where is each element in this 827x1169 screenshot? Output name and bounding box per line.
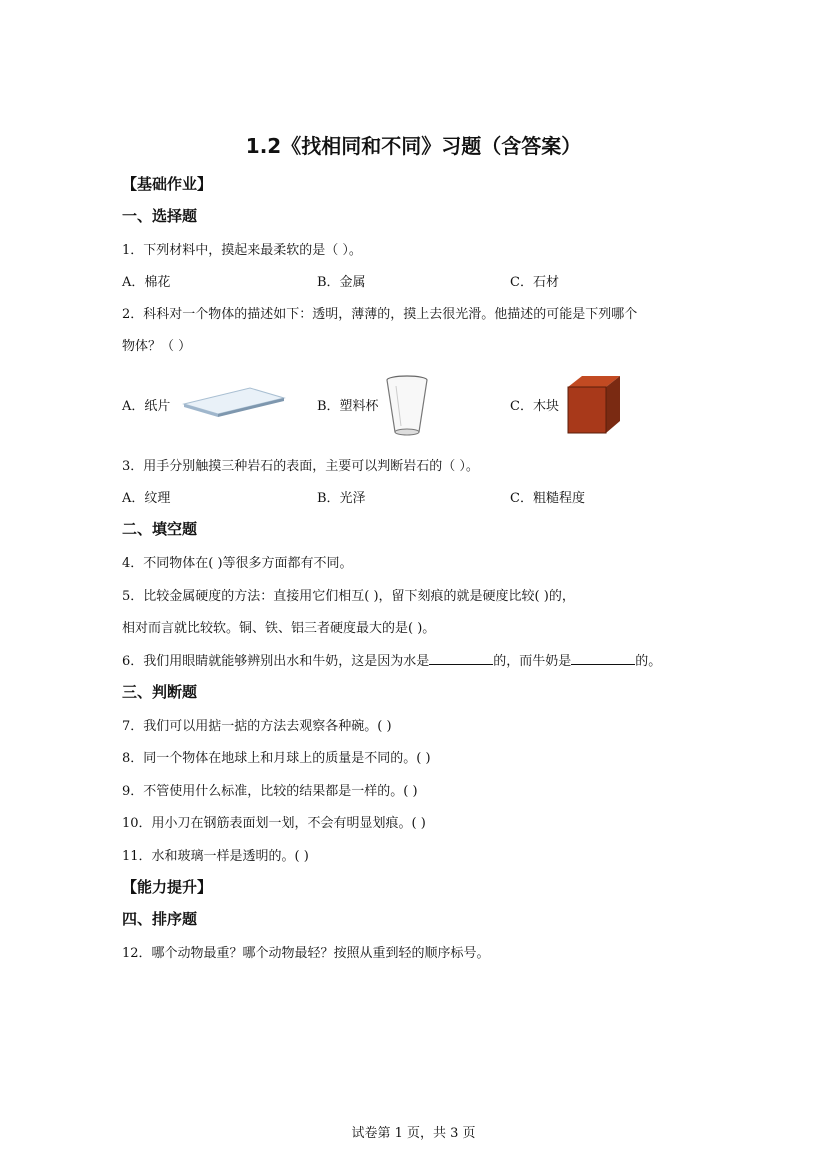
question-2-line-1: 2．科科对一个物体的描述如下：透明，薄薄的，摸上去很光滑。他描述的可能是下列哪个 xyxy=(122,307,638,322)
q3-option-b: B．光泽 xyxy=(317,491,366,506)
question-5-line-2: 相对而言就比较软。铜、铁、铝三者硬度最大的是( )。 xyxy=(122,621,436,636)
section-heading-fill: 二、填空题 xyxy=(122,520,198,538)
q1-option-b: B．金属 xyxy=(317,275,366,290)
part-heading-advanced: 【能力提升】 xyxy=(122,878,213,896)
q2-option-c: C．木块 xyxy=(510,399,559,414)
answer-blank-water xyxy=(429,652,493,665)
question-3: 3．用手分别触摸三种岩石的表面，主要可以判断岩石的（ ）。 xyxy=(122,459,479,474)
wooden-block-image xyxy=(562,373,624,435)
question-6-part-a: 6．我们用眼睛就能够辨别出水和牛奶，这是因为水是 xyxy=(122,654,430,669)
question-9: 9．不管使用什么标准，比较的结果都是一样的。( ) xyxy=(122,784,418,799)
part-heading-basic: 【基础作业】 xyxy=(122,175,213,193)
question-7: 7．我们可以用掂一掂的方法去观察各种碗。( ) xyxy=(122,719,392,734)
question-5-line-1: 5．比较金属硬度的方法：直接用它们相互( )，留下刻痕的就是硬度比较( )的， xyxy=(122,589,575,604)
question-6-part-b: 的，而牛奶是 xyxy=(493,654,572,669)
question-2-line-2: 物体？（ ） xyxy=(122,339,192,354)
question-10: 10．用小刀在钢筋表面划一划，不会有明显划痕。( ) xyxy=(122,816,426,831)
question-8: 8．同一个物体在地球上和月球上的质量是不同的。( ) xyxy=(122,751,431,766)
question-4: 4．不同物体在( )等很多方面都有不同。 xyxy=(122,556,353,571)
question-1: 1．下列材料中，摸起来最柔软的是（ ）。 xyxy=(122,243,362,258)
question-11: 11．水和玻璃一样是透明的。( ) xyxy=(122,849,309,864)
question-6-part-c: 的。 xyxy=(635,654,662,669)
q1-option-c: C．石材 xyxy=(510,275,559,290)
q3-option-c: C．粗糙程度 xyxy=(510,491,585,506)
q2-option-a: A．纸片 xyxy=(122,399,171,414)
section-heading-judgement: 三、判断题 xyxy=(122,683,198,701)
question-12: 12．哪个动物最重？哪个动物最轻？按照从重到轻的顺序标号。 xyxy=(122,946,490,961)
section-heading-choice: 一、选择题 xyxy=(122,207,198,225)
page-title: 1.2《找相同和不同》习题（含答案） xyxy=(245,134,582,158)
paper-sheet-image xyxy=(180,384,286,418)
question-6 xyxy=(122,650,661,669)
section-heading-ordering: 四、排序题 xyxy=(122,910,198,928)
answer-blank-milk xyxy=(571,652,635,665)
q1-option-a: A．棉花 xyxy=(122,275,171,290)
plastic-cup-image xyxy=(384,374,430,438)
q3-option-a: A．纹理 xyxy=(122,491,171,506)
q2-option-b: B．塑料杯 xyxy=(317,399,379,414)
page-footer: 试卷第 1 页，共 3 页 xyxy=(351,1126,476,1141)
